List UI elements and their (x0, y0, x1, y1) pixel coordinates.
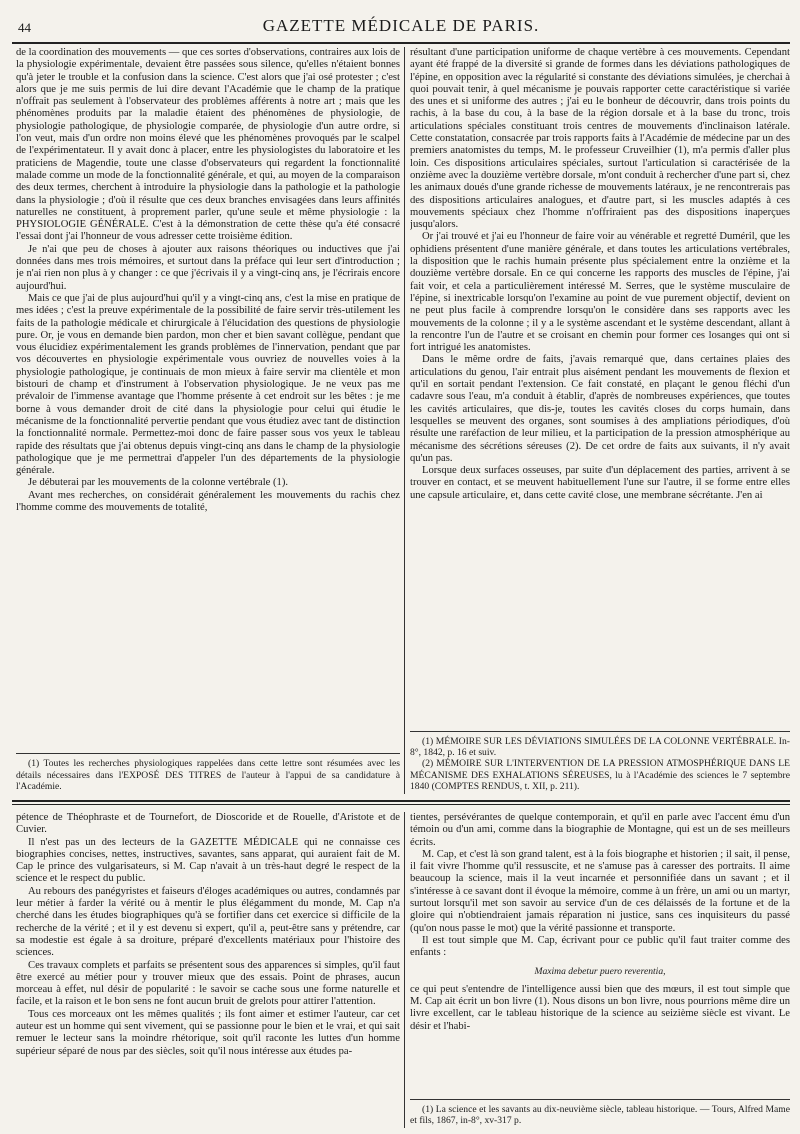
paragraph: Or j'ai trouvé et j'ai eu l'honneur de faire voir au vénérable et regretté Duméril, que les ophidiens présentent d'une manière générale, et dans toutes les articulations vertébrales, la disposition que le rachis humain présente plus spécialement entre la onzième et la douzième vertèbre dorsale. En ce qui concerne les rapports des muscles de l'épine, j'ai fait voir, et cela a particulièrement intéressé M. Serres, que le système musculaire de l'épine, si inextricable lorsqu'on l'examine au point de vue purement objectif, devient on ne peut plus facile à comprendre lorsqu'on le considère dans ses rapports avec les mouvements de la colonne ; il y a le système ascendant et le système descendant, allant à la rencontre l'un de l'autre et se croisant en chemin pour former ces losanges qui ont si fort intrigué les anatomistes. (410, 231, 790, 354)
review-left-column (16, 812, 400, 1128)
footnote-rule (410, 1099, 790, 1100)
paragraph: Ces travaux complets et parfaits se présentent sous des apparences si simples, qu'il faut être exercé au métier pour y trouver mieux que des essais. Point de phrases, aucun morceau à effet, nul désir de popularité : le savoir se cache sous une forme naturelle et facile, et la raison et le bon sens ne font aucun bruit de grelots pour attirer l'attention. (16, 959, 400, 1008)
paragraph: Lorsque deux surfaces osseuses, par suite d'un déplacement des parties, arrivent à se trouver en contact, et se meuvent habituellement l'une sur l'autre, il se forme entre elles une capsule articulaire, et, dans cette cavité close, une membrane sécrétante. J'en ai (410, 465, 790, 501)
latin-motto: Maxima debetur puero reverentia, (534, 965, 666, 977)
paragraph: Je débuterai par les mouvements de la colonne vertébrale (1). (28, 477, 289, 489)
column-divider (404, 812, 405, 1128)
paragraph: Dans le même ordre de faits, j'avais remarqué que, dans certaines plaies des articulations du genou, l'air entrait plus aisément pendant les mouvements de flexion et qu'il en sortait pendant l'extension. Ce fait constaté, en plaçant le genou fléchi d'un cadavre sous l'eau, m'a conduit à établir, d'après de nombreuses expériences, que toutes les cavités articulaires, que dis-je, toutes les cavités closes du corps humain, dans lesquelles se meuvent des organes, sont soumises à des ampliations périodiques, d'où résulte une raréfaction de leur milieu, et la participation de la pression atmosphérique au mécanisme des sécrétions séreuses (2). De cet ordre de faits aux suivants, il n'y avait qu'un pas. (410, 354, 790, 464)
review-section (12, 812, 790, 1128)
paragraph: Tous ces morceaux ont les mêmes qualités ; ils font aimer et estimer l'auteur, car cet auteur est un homme qui sent vivement, qui se passionne pour le bien et le vrai, et qui sait remuer le lecteur sans la moindre rhétorique, soit qu'il raconte les luttes d'un homme supérieur séparé de nous par des siècles, soit qu'il nous intéresse aux études pa- (16, 1008, 400, 1057)
letter-right-column (410, 47, 790, 794)
page-header (12, 16, 790, 40)
paragraph: Mais ce que j'ai de plus aujourd'hui qu'il y a vingt-cinq ans, c'est la mise en pratique de mes idées ; c'est la preuve expérimentale de la possibilité de faire servir très-utilement les faits de la pathologie médicale et chirurgicale à l'élucidation des questions de physiologie pure. Or, je vous en demande bien pardon, mon cher et bien savant collègue, pendant que vous élucidiez expérimentalement les grands problèmes de l'innervation, pendant que par vos découvertes en physiologie expérimentale vous ouvriez de nouvelles voies à la physiologie pathologique, je continuais de mon mieux à faire servir ma clientèle et mon bistouri de champ et d'instrument à l'observation physiologique. Je ne veux pas me prévaloir de l'immense avantage que l'homme présente à cet endroit sur les bêtes : je me borne à vous demander droit de cité dans la physiologie pour celui qui étudie le mécanisme de la fonctionnalité pervertie pendant que vous étudiez avec tant de distinction la fonctionnalité normale. Permettez-moi donc de faire passer sous vos yeux le tableau rapide des résultats que j'ai obtenus depuis vingt-cinq ans dans le champ de la physiologie pathologique que je me permettrai d'appeler l'un des départements de la physiologie générale. (16, 292, 400, 477)
footnote: (1) MÉMOIRE SUR LES DÉVIATIONS SIMULÉES DE LA COLONNE VERTÉBRALE. In-8°, 1842, p. 16 et suiv. (410, 735, 790, 759)
footnotes (410, 1099, 790, 1126)
review-right-column (410, 812, 790, 1128)
footnotes (16, 753, 400, 792)
section-rule (12, 800, 790, 802)
paragraph: Il n'est pas un des lecteurs de la GAZETTE MÉDICALE qui ne connaisse ces biographies concises, nettes, instructives, savantes, sans apparat, qui auraient fait de M. Cap le prince des vulgarisateurs, si M. Cap n'avait à un très-haut degré le respect de la science et le respect du public. (16, 836, 400, 885)
paragraph: Je n'ai que peu de choses à ajouter aux raisons théoriques ou inductives que j'ai données dans mes trois mémoires, et surtout dans la préface qui leur sert d'introduction ; je n'ai rien non plus à y changer : ce que j'écrivais il y a vingt-cinq ans, je l'écrirais encore aujourd'hui. (16, 243, 400, 292)
footnote-rule (410, 731, 790, 732)
footnote-rule (16, 753, 400, 754)
paragraph: ce qui peut s'entendre de l'intelligence aussi bien que des mœurs, il est tout simple que M. Cap ait écrit un bon livre (1). Nous disons un bon livre, nous pourrions même dire un livre excellent, car le tableau historique de la science au seizième siècle est vivant. Le désir et l'habi- (410, 983, 790, 1032)
footnote: (1) Toutes les recherches physiologiques rappelées dans cette lettre sont résumées avec les détails nécessaires dans l'EXPOSÉ DES TITRES de l'auteur à l'appui de sa candidature à l'Académie. (16, 758, 400, 792)
paragraph: Au rebours des panégyristes et faiseurs d'éloges académiques ou autres, condamnés par leur métier à farder la vérité ou à mentir le plus élégamment du monde, M. Cap n'a cherché dans les études biographiques qu'à se fortifier dans cet exercice si difficile de la recherche de la vérité ; et il y est devenu si expert, qu'il a, peut-être sans y prétendre, car sa modestie est égale à sa droiture, préparé d'excellents matériaux pour l'histoire des sciences. (16, 885, 400, 959)
paragraph: Il est tout simple que M. Cap, écrivant pour ce public qu'il faut traiter comme des enfants : (410, 934, 790, 959)
letter-left-column (16, 47, 400, 794)
column-divider (404, 47, 405, 794)
paragraph: résultant d'une participation uniforme de chaque vertèbre à ces mouvements. Cependant ayant été frappé de la diversité si grande de formes dans les déviations pathologiques de l'épine, en opposition avec la régularité si constante des déviations simulées, je cherchai à quoi pouvait tenir, à quel mécanisme je pouvais rapporter cette caractéristique si variée des unes et si uniforme des autres ; j'ai eu le bonheur de découvrir, dans trois points du rachis, à la base du cou, à la base de la région dorsale et à la base du tronc, trois articulations spéciales constituant trois centres de mouvements d'inclinaison latérale. Cette constatation, consacrée par trois rapports faits à l'Académie de médecine par un des premiers anatomistes du temps, M. le professeur Cruveilhier (1), m'a permis d'aller plus loin. Ces dispositions articulaires spéciales, surtout l'articulation si caractérisée de la onzième avec la douzième vertèbre dorsale, m'ont conduit à rechercher d'une part si, chez les animaux doués d'une grande richesse de mouvements latéraux, je ne rencontrerais pas des dispositions articulaires analogues, et d'autre part, si les muscles adaptés à ces mouvements spéciaux chez l'homme n'offriraient pas des dispositions inaperçues jusqu'alors. (410, 47, 790, 231)
footnote: (2) MÉMOIRE SUR L'INTERVENTION DE LA PRESSION ATMOSPHÉRIQUE DANS LE MÉCANISME DES EXHALATIONS SÉREUSES, lu à l'Académie des sciences le 7 septembre 1840 (COMPTES RENDUS, t. XII, p. 211). (410, 758, 790, 792)
footnote: (1) La science et les savants au dix-neuvième siècle, tableau historique. — Tours, Alfred Mame et fils, 1867, in-8°, xv-317 p. (410, 1103, 790, 1126)
footnotes (410, 731, 790, 792)
paragraph: tientes, persévérantes de quelque contemporain, et qu'il en parle avec l'accent ému d'un témoin ou d'un ami, comme dans la biographie de Montagne, qui est un de ses meilleurs écrits. (410, 812, 790, 848)
header-rule (12, 42, 790, 44)
page-number: 44 (18, 20, 31, 35)
journal-title: GAZETTE MÉDICALE DE PARIS. (262, 16, 540, 35)
paragraph: M. Cap, et c'est là son grand talent, est à la fois biographe et historien ; il sait, il pense, il fait vivre l'homme qu'il ressuscite, et ne s'amuse pas à caresser des portraits. Il aime beaucoup la science, mais il la veut incarnée et personnifiée dans un savant ; et il s'intéresse à ce savant dont il évoque la mémoire, comme à un frère, un ami ou un martyr, surtout lorsqu'il met son savoir au service d'un de ces délaissés de la fortune et de la gloire qui n'obtiendraient jamais réparation ni justice, sans ces inquisiteurs du passé (qu'on nous passe le mot) que la vérité passionne et transporte. (410, 848, 790, 934)
letter-section (12, 47, 790, 794)
section-rule (12, 804, 790, 805)
paragraph: de la coordination des mouvements — que ces sortes d'observations, contraires aux lois de la physiologie expérimentale, devaient être passées sous silence, qu'elles n'étaient bonnes qu'à jeter le trouble et la confusion dans la science. C'est alors que j'ai osé protester ; c'est alors que je me suis permis de lui dire devant l'Académie que le champ de la pratique n'offrait pas seulement à l'observateur des problèmes afférents à notre art ; mais que les phénomènes produits par la maladie étaient des phénomènes de physiologie, de physiologie pathologique, de physiologie comparée, de physiologie d'un autre ordre, si l'on veut, mais d'un ordre non moins élevé que les phénomènes provoqués par le scalpel de l'expérimentateur. Il y avait donc à placer, entre les physiologistes du laboratoire et les praticiens de Magendie, toute une classe d'observateurs qui regardent la fonctionnalité malade comme un mode de la fonctionnalité générale, et qui, au moyen de la comparaison des deux termes, cherchent à introduire la physiologie dans la pathologie et la pathologie dans la physiologie ; d'où il résulte que ces deux branches envisagées dans leurs affinités naturelles ne constituent, à proprement parler, qu'une seule et même physiologie : la PHYSIOLOGIE GÉNÉRALE. C'est à la démonstration de cette thèse qu'a été consacré l'essai dont j'ai l'honneur de vous adresser cette troisième édition. (16, 47, 400, 243)
paragraph: pétence de Théophraste et de Tournefort, de Dioscoride et de Rouelle, d'Aristote et de Cuvier. (16, 812, 400, 836)
paragraph: Avant mes recherches, on considérait généralement les mouvements du rachis chez l'homme comme des mouvements de totalité, (16, 489, 400, 513)
